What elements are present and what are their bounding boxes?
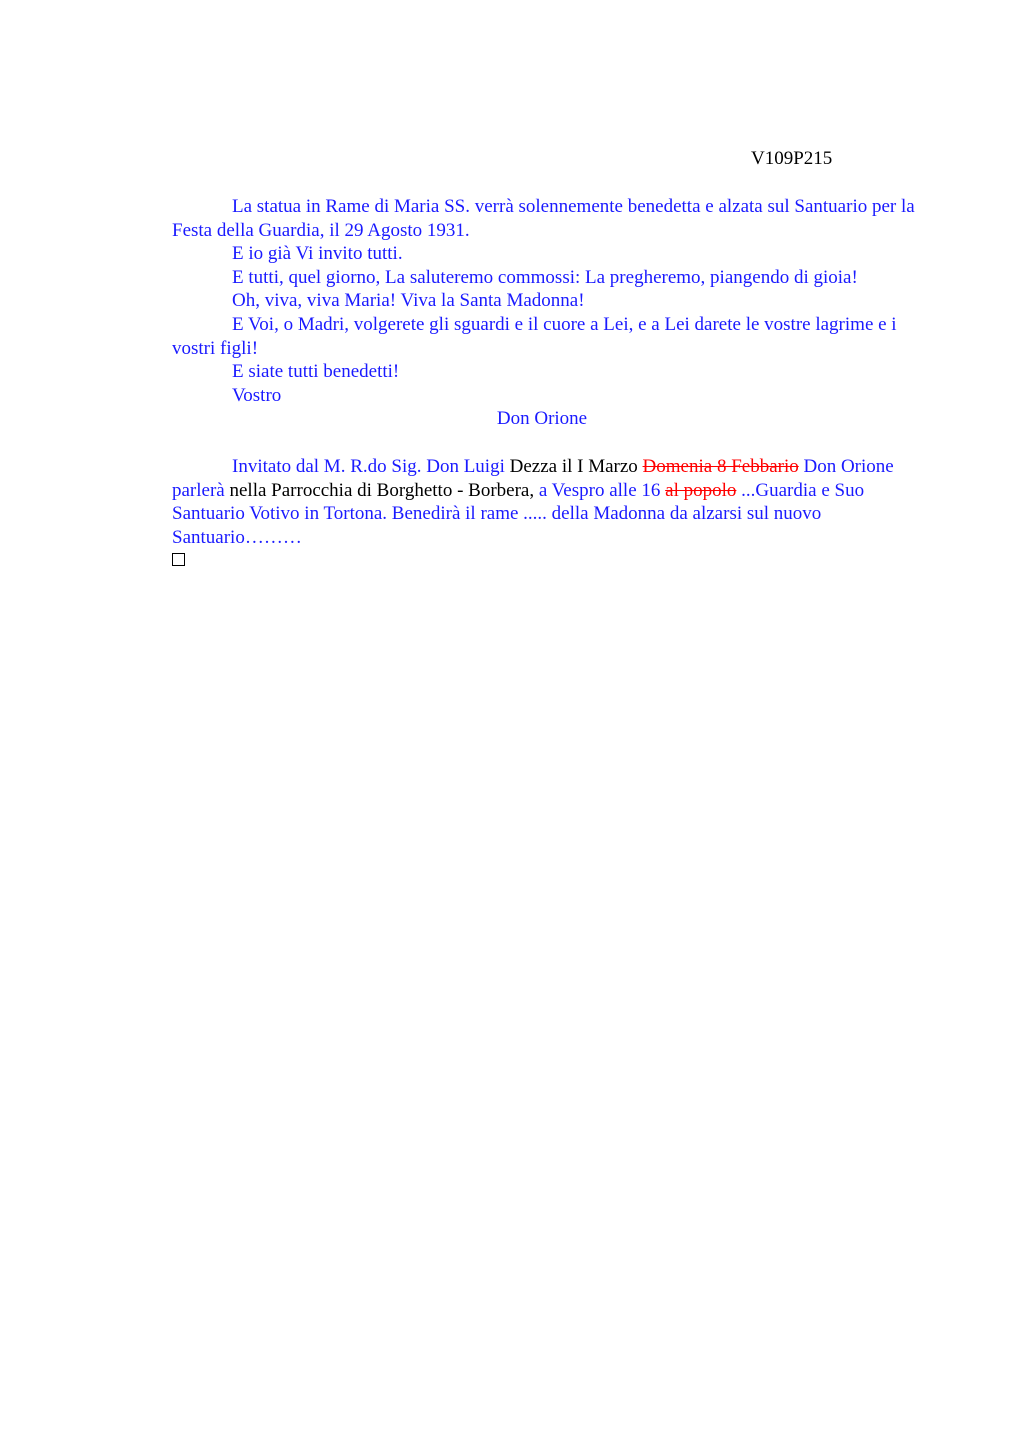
letter-paragraph-invite: E io già Vi invito tutti. (232, 243, 403, 265)
letter-closing: Vostro (232, 384, 282, 406)
letter-paragraph-statue: La statua in Rame di Maria SS. verrà solennemente benedetta e alzata sul Santuario per la Festa della Guardia, il 29 Agosto 1931. (172, 196, 915, 241)
section-gap (172, 431, 932, 455)
page-reference: V109P215 (751, 148, 833, 169)
note-deleted-date: Domenia 8 Febbario (642, 455, 799, 477)
note-speaker: Don Orione parlerà (172, 455, 894, 501)
letter-paragraph-greeting: E tutti, quel giorno, La saluteremo commossi: La pregheremo, piangendo di gioia! (232, 266, 858, 288)
note-deleted-audience: al popolo (665, 479, 737, 501)
note-time: a Vespro alle 16 (538, 479, 661, 501)
letter-paragraph-blessing: E siate tutti benedetti! (232, 361, 400, 383)
letter-paragraph-mothers: E Voi, o Madri, volgerete gli sguardi e il cuore a Lei, e a Lei darete le vostre lagrime e i vostri figli! (172, 313, 897, 359)
letter-paragraph-acclamation: Oh, viva, viva Maria! Viva la Santa Madonna! (232, 290, 585, 312)
note-topic: ...Guardia e Suo Santuario Votivo in Tortona. Benedirà il rame ..... della Madonna da alzarsi sul nuovo Santuario……… (172, 479, 865, 548)
document-body (172, 195, 932, 566)
note-date: Dezza il I Marzo (509, 455, 638, 477)
note-invitation: Invitato dal M. R.do Sig. Don Luigi (232, 455, 505, 477)
end-box-symbol (172, 553, 185, 566)
note-parish: nella Parrocchia di Borghetto - Borbera, (229, 479, 535, 501)
letter-signature: Don Orione (496, 408, 588, 430)
note-paragraph (172, 455, 932, 549)
